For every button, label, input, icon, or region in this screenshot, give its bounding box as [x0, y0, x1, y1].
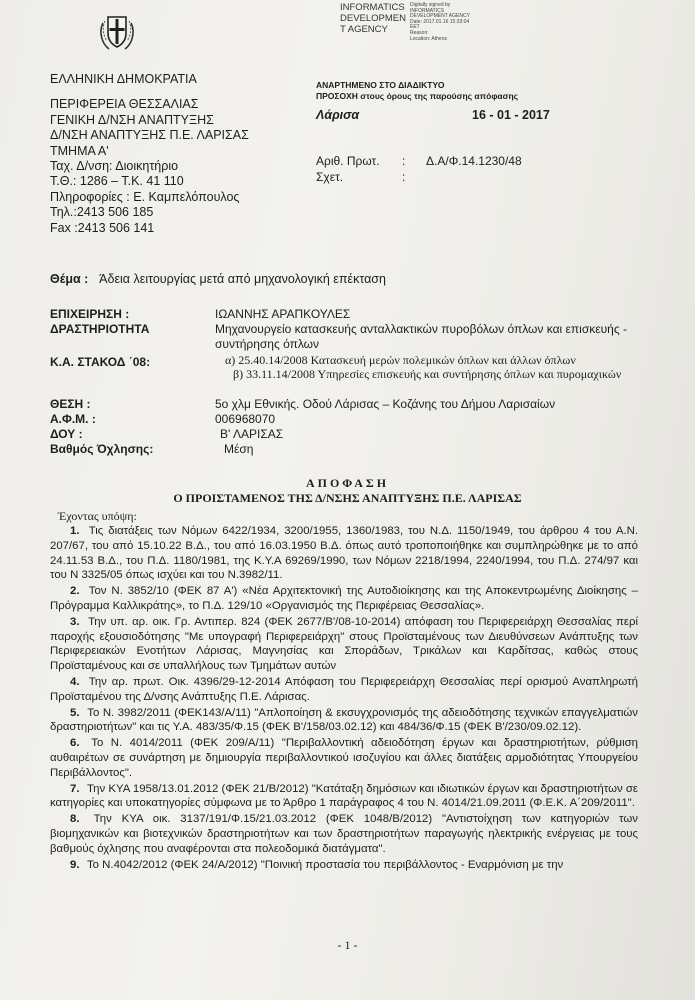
signature-details: [410, 3, 510, 42]
protocol-row: [316, 153, 576, 169]
activity-label: ΔΡΑΣΤΗΡΙΟΤΗΤΑ: [50, 322, 150, 336]
location-text: 5ο χλμ Εθνικής. Οδού Λάρισας – Κοζάνης του Δήμου Λαρισαίων: [215, 397, 556, 411]
item-number: 5.: [70, 706, 80, 719]
consideration-item: [50, 675, 638, 705]
place-date: [316, 108, 556, 122]
posting-notice-line: ΠΡΟΣΟΧΗ στους όρους της παρούσης απόφασης: [316, 90, 519, 101]
consideration-item: [50, 736, 638, 780]
consideration-item: [50, 524, 638, 583]
decision-subtitle: Ο ΠΡΟΙΣΤΑΜΕΝΟΣ ΤΗΣ Δ/ΝΣΗΣ ΑΝΑΠΤΥΞΗΣ Π.Ε. ΛΑΡΙΣΑΣ: [173, 491, 522, 505]
afm-number: 006968070: [215, 412, 276, 426]
posting-notice: [316, 80, 556, 101]
document-date: 16 - 01 - 2017: [472, 108, 550, 122]
kad-label: Κ.Α. ΣΤΑΚΟΔ ΄08:: [50, 355, 151, 369]
item-text: Την υπ. αρ. οικ. Γρ. Αντιπερ. 824 (ΦΕΚ 2677/Β'/08-10-2014) απόφαση του Περιφερειάρχη Θεσσαλίας περί παροχής εξουσιοδότησης "Με υπογραφή Περιφερειάρχη" στους Προϊσταμένους των Διευθύνσεων Ανάπτυξης των Περιφερειακών Ενοτήτων Λάρισας, Μαγνησίας και Σποράδων, Τρικάλων και Καρδίτσας, καθώς στους Προϊσταμένους και σε υπαλλήλους των Τμημάτων αυτών: [50, 615, 638, 673]
signature-detail-line: Location: Athens: [410, 35, 447, 42]
issuer-postal: Τ.Θ.: 1286 – Τ.Κ. 41 110: [50, 174, 184, 189]
signature-org-line: T AGENCY: [340, 24, 388, 35]
consideration-item: [50, 782, 638, 812]
signature-org-name: [340, 2, 406, 35]
issuer-department: ΤΜΗΜΑ Α': [50, 143, 109, 158]
item-number: 3.: [70, 615, 80, 628]
kad-code-b: β) 33.11.14/2008 Υπηρεσίες επισκευής και συντήρησης όπλων και πυρομαχικών: [233, 367, 622, 381]
issuer-fax: Fax :2413 506 141: [50, 220, 155, 235]
kad-code-a: α) 25.40.14/2008 Κατασκευή μερών πολεμικών όπλων και άλλων όπλων: [225, 353, 576, 367]
item-text: Το Ν.4042/2012 (ΦΕΚ 24/Α/2012) "Ποινική προστασία του περιβάλλοντος - Εναρμόνιση με την: [86, 858, 564, 871]
signature-detail-line: EET: [410, 24, 420, 31]
digital-signature-stamp: [340, 2, 510, 42]
signature-org-line: INFORMATICS: [340, 2, 405, 13]
item-text: Την αρ. πρωτ. Οικ. 4396/29-12-2014 Απόφαση του Περιφερειάρχη Θεσσαλίας περί ορισμού Αναπληρωτή Προϊσταμένου της Δ/νσης Ανάπτυξης Π.Ε. Λάρισας.: [50, 675, 638, 703]
business-name-label: ΕΠΙΧΕΙΡΗΣΗ :: [50, 307, 130, 321]
item-number: 9.: [70, 858, 80, 871]
item-number: 1.: [70, 525, 80, 537]
activity-text: Μηχανουργείο κατασκευής ανταλλακτικών πυροβόλων όπλων και επισκευής - συντήρησης όπλων: [215, 322, 627, 351]
consideration-item: [50, 615, 638, 674]
item-number: 6.: [70, 737, 80, 750]
greek-emblem-icon: [97, 9, 137, 53]
kad-row: [50, 353, 650, 397]
item-number: 4.: [70, 675, 80, 688]
document-place: Λάρισα: [316, 108, 360, 122]
consideration-item: [50, 584, 638, 614]
signature-detail-line: Date: 2017.01.16 15:33:04: [410, 18, 470, 25]
consideration-item: [50, 812, 638, 856]
signature-detail-line: DEVELOPMENT AGENCY: [410, 13, 470, 20]
related-colon: :: [402, 170, 406, 184]
reference-block: [316, 153, 576, 185]
considerations-list: [50, 524, 638, 873]
protocol-number: Δ.Α/Φ.14.1230/48: [426, 154, 522, 168]
nuisance-label: Βαθμός Όχλησης:: [50, 442, 154, 456]
doy-label: ΔΟΥ :: [50, 427, 83, 441]
item-number: 2.: [70, 585, 80, 598]
issuer-block: [50, 72, 310, 236]
signature-detail-line: INFORMATICS: [410, 7, 445, 14]
posting-notice-line: ΑΝΑΡΤΗΜΕΝΟ ΣΤΟ ΔΙΑΔΙΚΤΥΟ: [316, 80, 445, 90]
doy-value: Β' ΛΑΡΙΣΑΣ: [220, 427, 284, 441]
issuer-phone: Τηλ.:2413 506 185: [50, 205, 154, 220]
business-details: [50, 307, 650, 457]
item-text: Το Ν. 4014/2011 (ΦΕΚ 209/Α/11) "Περιβαλλοντική αδειοδότηση έργων και δραστηριοτήτων, ρύθμιση αυθαιρέτων σε συνάρτηση με δημιουργία περιβαλλοντικού ισοζυγίου και άλλες διατάξεις αρμοδιότητας Υπουργείου Περιβάλλοντος".: [50, 737, 638, 779]
business-name: ΙΩΑΝΝΗΣ ΑΡΑΠΚΟΥΛΕΣ: [215, 307, 351, 321]
issuer-contact: Πληροφορίες : Ε. Καμπελόπουλος: [50, 189, 240, 204]
page-number: - 1 -: [337, 938, 358, 952]
subject-line: [50, 272, 650, 286]
location-label: ΘΕΣΗ :: [50, 397, 91, 411]
issuer-general-directorate: ΓΕΝΙΚΗ Δ/ΝΣΗ ΑΝΑΠΤΥΞΗΣ: [50, 112, 214, 127]
decision-title: ΑΠΟΦΑΣΗ: [305, 476, 390, 490]
issuer-spacer: [50, 87, 310, 97]
afm-label: Α.Φ.Μ. :: [50, 412, 96, 426]
business-name-row: [50, 307, 650, 322]
nuisance-level: Μέση: [224, 442, 254, 456]
signature-org-line: DEVELOPMEN: [340, 13, 406, 24]
item-text: Το Ν. 3982/2011 (ΦΕΚ143/Α/11) "Απλοποίηση & εκσυγχρονισμός της αδειοδότησης τεχνικών επαγγελματιών δραστηριοτήτων" και τις Υ.Α. 483/35/Φ.15 (ΦΕΚ Β'/158/03.02.12) και 484/36/Φ.15 (ΦΕΚ Β'/230/09.02.12).: [50, 706, 638, 734]
location-row: [50, 397, 650, 412]
item-text: Την ΚΥΑ οικ. 3137/191/Φ.15/21.03.2012 (ΦΕΚ 1048/Β/2012) "Αντιστοίχηση των κατηγοριών των βιομηχανικών και βιοτεχνικών δραστηριοτήτων και των δραστηριοτήτων παραγωγής ηλεκτρικής ενέργειας με τους βαθμούς όχλησης που αναφέρονται στα πολεοδομικά διατάγματα".: [50, 813, 638, 855]
issuer-region: ΠΕΡΙΦΕΡΕΙΑ ΘΕΣΣΑΛΙΑΣ: [50, 97, 199, 112]
protocol-colon: :: [402, 154, 406, 168]
item-text: Τον Ν. 3852/10 (ΦΕΚ 87 Α') «Νέα Αρχιτεκτονική της Αυτοδιοίκησης και της Αποκεντρωμένης Διοίκησης – Πρόγραμμα Καλλικράτης», το Π.Δ. 129/10 «Οργανισμός της Περιφέρειας Θεσσαλίας».: [50, 585, 638, 612]
item-number: 7.: [70, 782, 80, 795]
protocol-label: Αριθ. Πρωτ.: [316, 154, 380, 168]
subject-label: Θέμα :: [50, 272, 89, 286]
issuer-republic: ΕΛΛΗΝΙΚΗ ΔΗΜΟΚΡΑΤΙΑ: [50, 72, 197, 86]
consideration-item: [50, 858, 638, 873]
afm-row: [50, 412, 650, 427]
item-number: 8.: [70, 813, 80, 826]
consideration-item: [50, 706, 638, 736]
signature-detail-line: Reason:: [410, 29, 429, 36]
related-row: [316, 169, 576, 185]
related-label: Σχετ.: [316, 170, 344, 184]
doy-row: [50, 427, 650, 442]
activity-row: [50, 322, 650, 353]
issuer-directorate: Δ/ΝΣΗ ΑΝΑΠΤΥΞΗΣ Π.Ε. ΛΑΡΙΣΑΣ: [50, 128, 249, 143]
signature-detail-line: Digitally signed by: [410, 2, 451, 8]
subject-text: Άδεια λειτουργίας μετά από μηχανολογική επέκταση: [99, 272, 386, 286]
issuer-address: Ταχ. Δ/νση: Διοικητήριο: [50, 159, 179, 174]
item-text: Την ΚΥΑ 1958/13.01.2012 (ΦΕΚ 21/Β/2012) "Κατάταξη δημόσιων και ιδιωτικών έργων και δραστηριοτήτων σε κατηγορίες και υποκατηγορίες σύμφωνα με το Άρθρο 1 παράγραφος 4 του Ν. 4014/21.09.2011 (Φ.Ε.Κ. Α΄209/2011".: [50, 782, 638, 810]
nuisance-row: [50, 442, 650, 457]
item-text: Τις διατάξεις των Νόμων 6422/1934, 3200/1955, 1360/1983, του Ν.Δ. 1150/1949, του άρθρου 4 του Α.Ν. 207/67, του από 15.10.22 Β.Δ., του από 16.03.1950 Β.Δ. όπως αυτό τροποποιήθηκε και συμπληρώθηκε με το από 24.11.53 Β.Δ., του Π.Δ. 1180/1981, της Κ.Υ.Α 69269/1990, των Νόμων 2218/1994, 2240/1994, του Π.Δ. 274/97 και του Ν 3325/05 όπως ισχύει και του Ν.3982/11.: [50, 525, 638, 582]
considering-label: Έχοντας υπόψη:: [58, 509, 137, 523]
